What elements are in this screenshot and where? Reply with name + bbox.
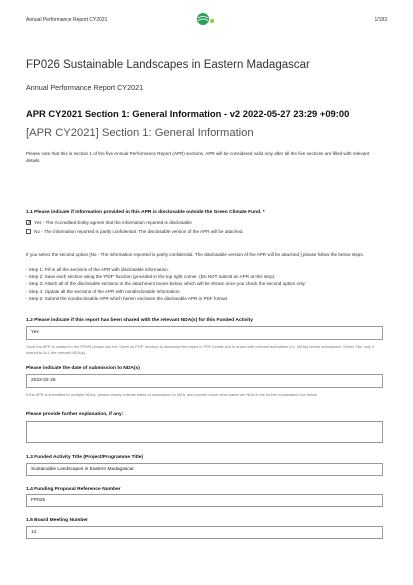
section-title: [APR CY2021] Section 1: General Information	[26, 127, 254, 139]
checkbox-no[interactable]	[26, 229, 31, 234]
page-number: 1/183	[374, 17, 387, 23]
question-activity-title-label: 1.3 Funded Activity Title (Project/Programme Title)	[26, 455, 144, 460]
step-item: - Step 4: Update all the sections of the APR with nondisclosable information.	[26, 288, 181, 294]
nda-shared-field[interactable]: Yes	[26, 326, 383, 340]
step-item: - Step 1: Fill in all the sections of the APR with disclosable information.	[26, 267, 169, 272]
section-heading: APR CY2021 Section 1: General Information - v2 2022-05-27 23:29 +09:00	[26, 108, 350, 119]
question-further-explanation-label: Please provide further explanation, if any:	[26, 412, 124, 417]
steps-list	[26, 266, 386, 302]
activity-title-field[interactable]: Sustainable Landscapes in Eastern Madagascar	[26, 463, 383, 476]
fp-reference-field[interactable]: FP026	[26, 494, 383, 507]
step-item: - Step 3: Attach all of the disclosable sections to the attachment boxes below, which will be shown once you check the second option only.	[26, 281, 306, 287]
further-explanation-field[interactable]	[26, 421, 383, 443]
question-submission-date-label: Please indicate the date of submission to NDA(s)	[26, 366, 140, 371]
board-meeting-field[interactable]: 14	[26, 526, 383, 539]
option-yes-disclosable[interactable]	[26, 220, 192, 225]
intro-text: Please note that this is section 1 of the five Annual Performance Report (APR) sections. APR will be considered valid only after all the five sections are filled with relevant details.	[26, 151, 370, 163]
gcf-globe-logo-icon	[196, 12, 216, 26]
option-yes-label: Yes - The Accredited Entity agrees that the information reported is disclosable	[34, 220, 192, 225]
document-subtitle: Annual Performance Report CY2021	[26, 83, 144, 92]
submission-date-field[interactable]: 2022-02-28	[26, 374, 383, 388]
option-no-label: No - The information reported is partly confidential. The disclosable version of the APR will be attached.	[34, 229, 244, 234]
checkbox-yes[interactable]	[26, 220, 31, 225]
question-board-meeting-label: 1.5 Board Meeting Number	[26, 518, 88, 523]
partial-confidential-note: If you select the second option [No - The information reported is partly confidential. The disclosable version of the APR will be attached.] please follow the below steps.	[26, 252, 364, 257]
step-item: - Step 2: Save each section using the 'PDF' function (provided in the top right corner. (Do NOT submit an APR at this step).	[26, 274, 276, 280]
question-fp-reference-label: 1.4 Funding Proposal Reference Number	[26, 487, 121, 492]
checkbox-mark: X	[27, 219, 32, 226]
question-nda-shared-label: 1.2 Please indicate if this report has been shared with the relevant NDA(s) for this Funded Activity	[26, 318, 254, 323]
submission-date-help: If the APR is submitted to multiple NDAs, please clearly indicate dates of submission to NDA, and provide those other dates per NDA in the further explanation box below	[26, 392, 317, 397]
option-no-confidential[interactable]	[26, 229, 244, 234]
running-header: Annual Performance Report CY2021	[26, 17, 108, 23]
nda-shared-help: Once the APR is created in the PPMS please use the 'Open as PDF' function to download the report in PDF format and to share with relevant authorities (i.e. NDAs) before submission. Select 'Yes' only if shared to ALL the relevant NDA(s).	[26, 344, 374, 355]
question-disclosure-label: 1.1 Please indicate if information provided in this APR is disclosable outside the Green Climate Fund. *	[26, 210, 265, 215]
document-title: FP026 Sustainable Landscapes in Eastern Madagascar	[26, 59, 310, 71]
step-item: - Step 5: Submit the nondisclosable APR which herein encloses the disclosable APR in PDF format	[26, 295, 227, 301]
